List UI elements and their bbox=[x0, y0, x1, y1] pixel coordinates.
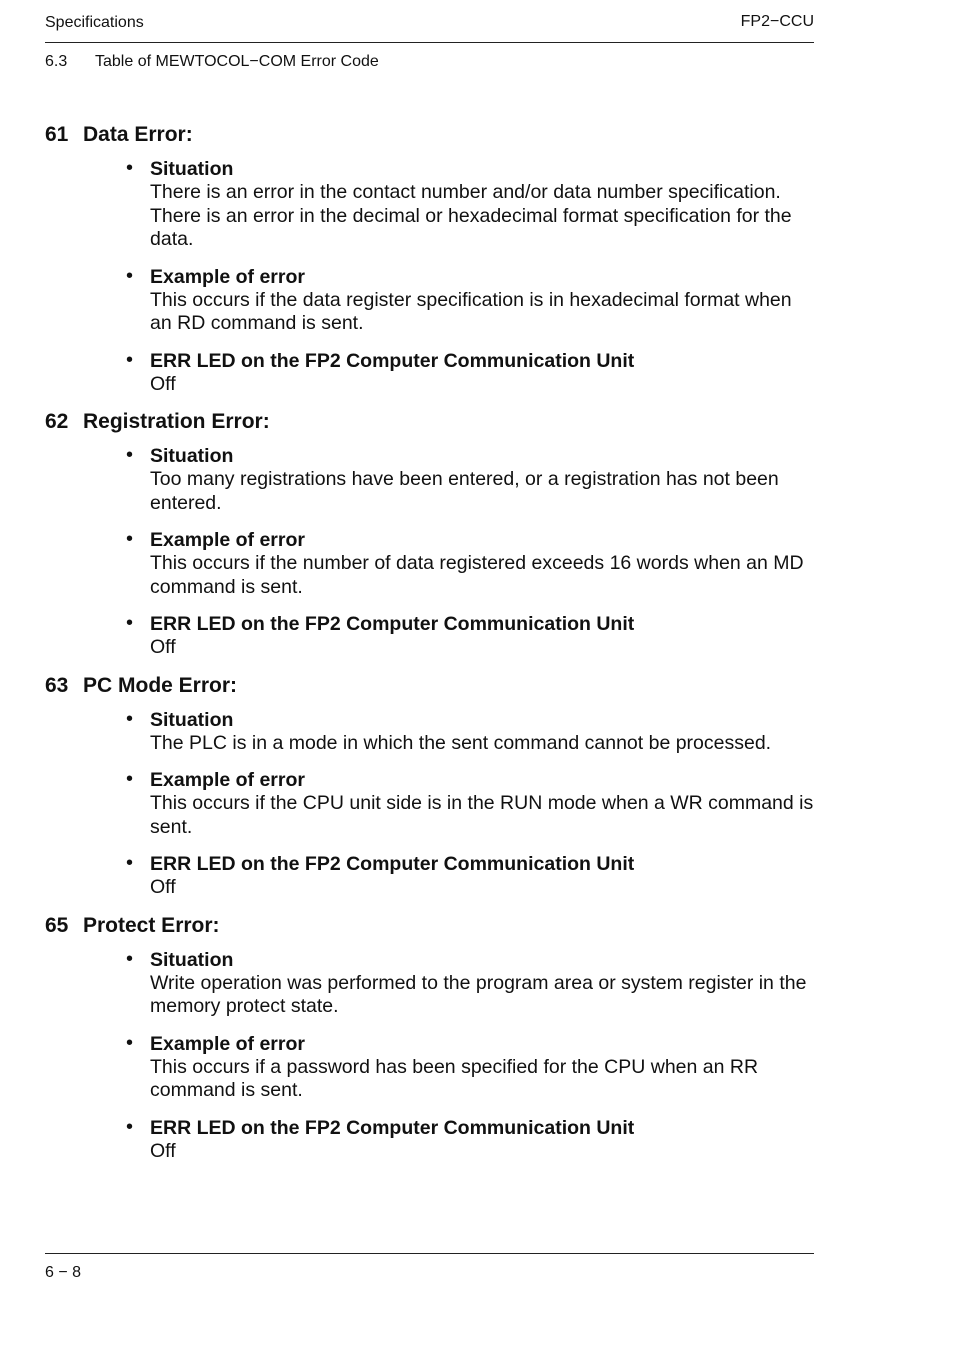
error-code: 61 bbox=[45, 123, 69, 146]
situation-item bbox=[45, 948, 814, 1019]
item-label: Example of error bbox=[150, 769, 305, 791]
error-title: Registration Error: bbox=[83, 410, 270, 433]
section-title: Table of MEWTOCOL−COM Error Code bbox=[95, 53, 379, 70]
bullet-icon: • bbox=[126, 1115, 134, 1138]
error-heading bbox=[45, 673, 814, 699]
page-number: 6 − 8 bbox=[45, 1264, 82, 1281]
item-label: Situation bbox=[150, 445, 234, 467]
error-code: 65 bbox=[45, 913, 69, 937]
item-label: Situation bbox=[150, 708, 234, 731]
error-heading bbox=[45, 409, 814, 435]
bullet-icon: • bbox=[126, 852, 134, 874]
section-reference bbox=[45, 53, 379, 71]
situation-item bbox=[45, 444, 814, 515]
bullet-icon: • bbox=[126, 348, 134, 371]
bullet-icon: • bbox=[126, 612, 134, 634]
item-text: Off bbox=[150, 1139, 176, 1162]
item-text: Off bbox=[150, 372, 176, 395]
item-text: This occurs if the data register specification is in hexadecimal format when an RD command is sent. bbox=[150, 288, 792, 334]
item-label: Example of error bbox=[150, 1032, 305, 1055]
item-label: ERR LED on the FP2 Computer Communication Unit bbox=[150, 1116, 635, 1139]
error-61 bbox=[45, 122, 814, 396]
item-label: Example of error bbox=[150, 529, 305, 551]
error-62 bbox=[45, 409, 814, 660]
bullet-icon: • bbox=[126, 768, 134, 790]
error-65 bbox=[45, 913, 814, 1164]
error-code: 62 bbox=[45, 410, 69, 433]
bullet-icon: • bbox=[126, 157, 134, 179]
error-code-list bbox=[45, 122, 814, 1176]
err-led-item bbox=[45, 852, 814, 900]
err-led-item bbox=[45, 1116, 814, 1164]
item-text: The PLC is in a mode in which the sent command cannot be processed. bbox=[150, 731, 772, 754]
item-text: There is an error in the contact number and/or data number specification. There is an error in the decimal or hexadecimal format specification for the data. bbox=[150, 181, 792, 250]
item-label: ERR LED on the FP2 Computer Communication Unit bbox=[150, 349, 635, 372]
bullet-icon: • bbox=[126, 264, 134, 287]
item-text: This occurs if the CPU unit side is in the RUN mode when a WR command is sent. bbox=[150, 792, 814, 838]
error-title: PC Mode Error: bbox=[83, 673, 238, 697]
header-product-name: FP2−CCU bbox=[740, 13, 814, 30]
err-led-item bbox=[45, 349, 814, 397]
item-text: This occurs if a password has been specified for the CPU when an RR command is sent. bbox=[150, 1055, 759, 1101]
example-item bbox=[45, 265, 814, 336]
item-text: This occurs if the number of data registered exceeds 16 words when an MD command is sent. bbox=[150, 552, 804, 598]
example-item bbox=[45, 768, 814, 839]
bullet-icon: • bbox=[126, 707, 134, 730]
item-text: Off bbox=[150, 876, 176, 898]
example-item bbox=[45, 1032, 814, 1103]
item-label: Example of error bbox=[150, 265, 305, 288]
item-text: Off bbox=[150, 636, 176, 658]
item-label: ERR LED on the FP2 Computer Communication Unit bbox=[150, 613, 635, 635]
error-code: 63 bbox=[45, 673, 69, 697]
bullet-icon: • bbox=[126, 1031, 134, 1054]
situation-item bbox=[45, 708, 814, 756]
header-divider bbox=[45, 42, 814, 43]
item-text: Write operation was performed to the program area or system register in the memory protect state. bbox=[150, 971, 807, 1017]
error-title: Data Error: bbox=[83, 123, 193, 146]
bullet-icon: • bbox=[126, 444, 134, 466]
item-text: Too many registrations have been entered, or a registration has not been entered. bbox=[150, 468, 779, 514]
item-label: ERR LED on the FP2 Computer Communication Unit bbox=[150, 853, 635, 875]
error-heading bbox=[45, 122, 814, 148]
header-chapter-title: Specifications bbox=[45, 14, 144, 31]
bullet-icon: • bbox=[126, 947, 134, 970]
item-label: Situation bbox=[150, 948, 234, 971]
err-led-item bbox=[45, 612, 814, 660]
item-label: Situation bbox=[150, 158, 234, 180]
section-number: 6.3 bbox=[45, 53, 68, 70]
error-title: Protect Error: bbox=[83, 913, 220, 937]
example-item bbox=[45, 528, 814, 599]
error-63 bbox=[45, 673, 814, 900]
error-heading bbox=[45, 913, 814, 939]
footer-divider bbox=[45, 1253, 814, 1254]
situation-item bbox=[45, 157, 814, 252]
bullet-icon: • bbox=[126, 528, 134, 550]
